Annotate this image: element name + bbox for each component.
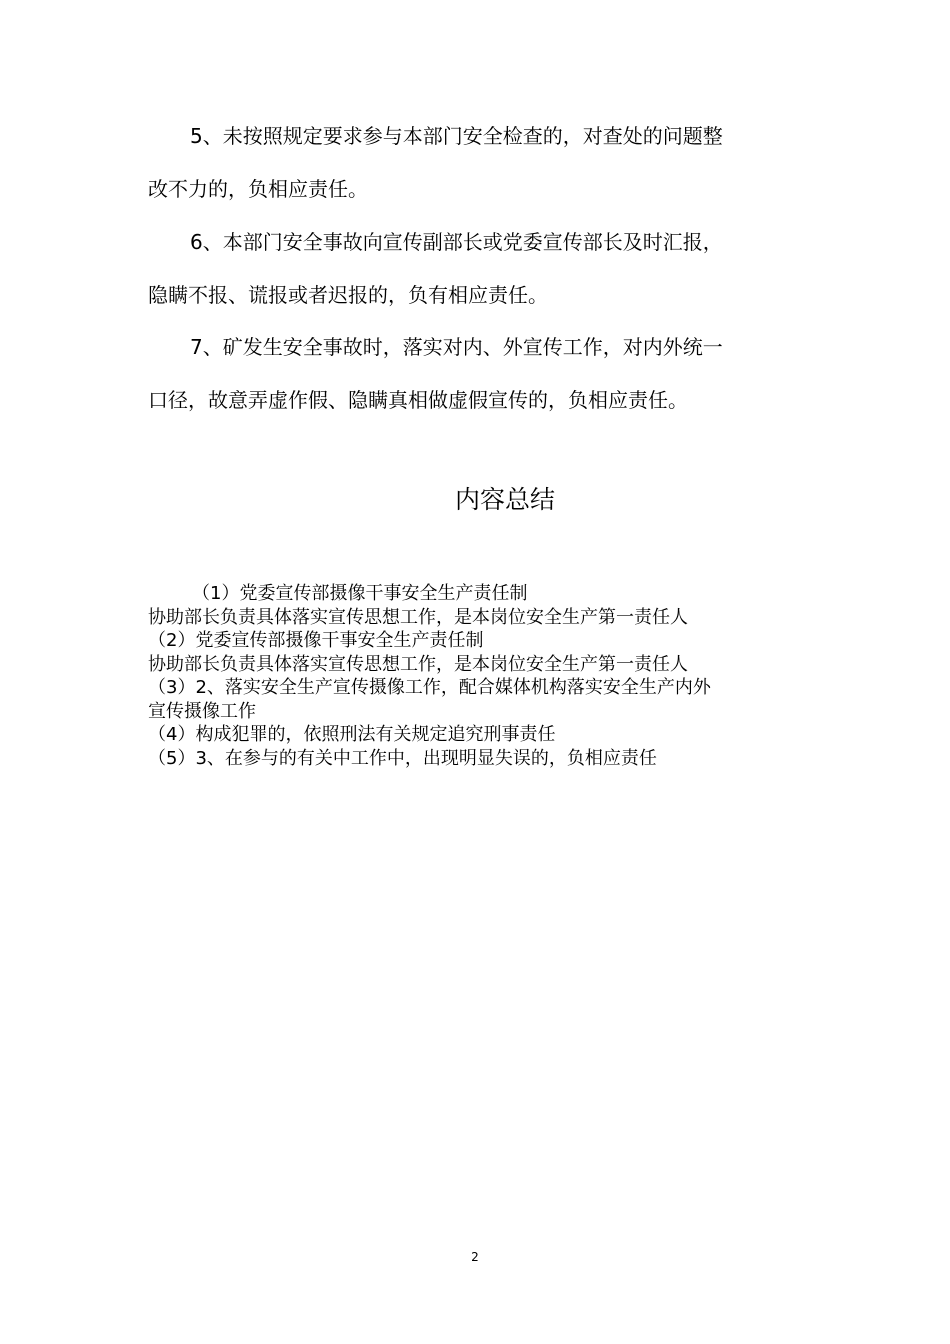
summary-line: 宣传摄像工作 [148, 700, 256, 722]
paragraph-item-5 [148, 110, 798, 216]
paragraph-line: 7、矿发生安全事故时，落实对内、外宣传工作，对内外统一 [190, 335, 723, 359]
summary-line: （2）党委宣传部摄像干事安全生产责任制 [148, 630, 484, 651]
summary-line: （5）3、在参与的有关中工作中，出现明显失误的，负相应责任 [148, 747, 657, 769]
paragraph-line: 隐瞒不报、谎报或者迟报的，负有相应责任。 [148, 283, 548, 307]
summary-line: （4）构成犯罪的，依照刑法有关规定追究刑事责任 [148, 724, 556, 745]
summary-list [148, 582, 798, 770]
summary-line: 协助部长负责具体落实宣传思想工作，是本岗位安全生产第一责任人 [148, 606, 688, 628]
summary-line: （1）党委宣传部摄像干事安全生产责任制 [192, 583, 528, 604]
paragraph-item-6 [148, 216, 798, 322]
paragraph-line: 5、未按照规定要求参与本部门安全检查的，对查处的问题整 [190, 124, 723, 148]
paragraph-line: 口径，故意弄虚作假、隐瞒真相做虚假宣传的，负相应责任。 [148, 388, 688, 412]
paragraph-item-7 [148, 321, 798, 427]
summary-line: 协助部长负责具体落实宣传思想工作，是本岗位安全生产第一责任人 [148, 653, 688, 675]
summary-heading: 内容总结 [454, 485, 555, 514]
summary-line: （3）2、落实安全生产宣传摄像工作，配合媒体机构落实安全生产内外 [148, 677, 711, 698]
page-number: 2 [471, 1250, 479, 1264]
paragraph-line: 6、本部门安全事故向宣传副部长或党委宣传部长及时汇报， [190, 230, 723, 254]
paragraph-line: 改不力的，负相应责任。 [148, 177, 368, 201]
